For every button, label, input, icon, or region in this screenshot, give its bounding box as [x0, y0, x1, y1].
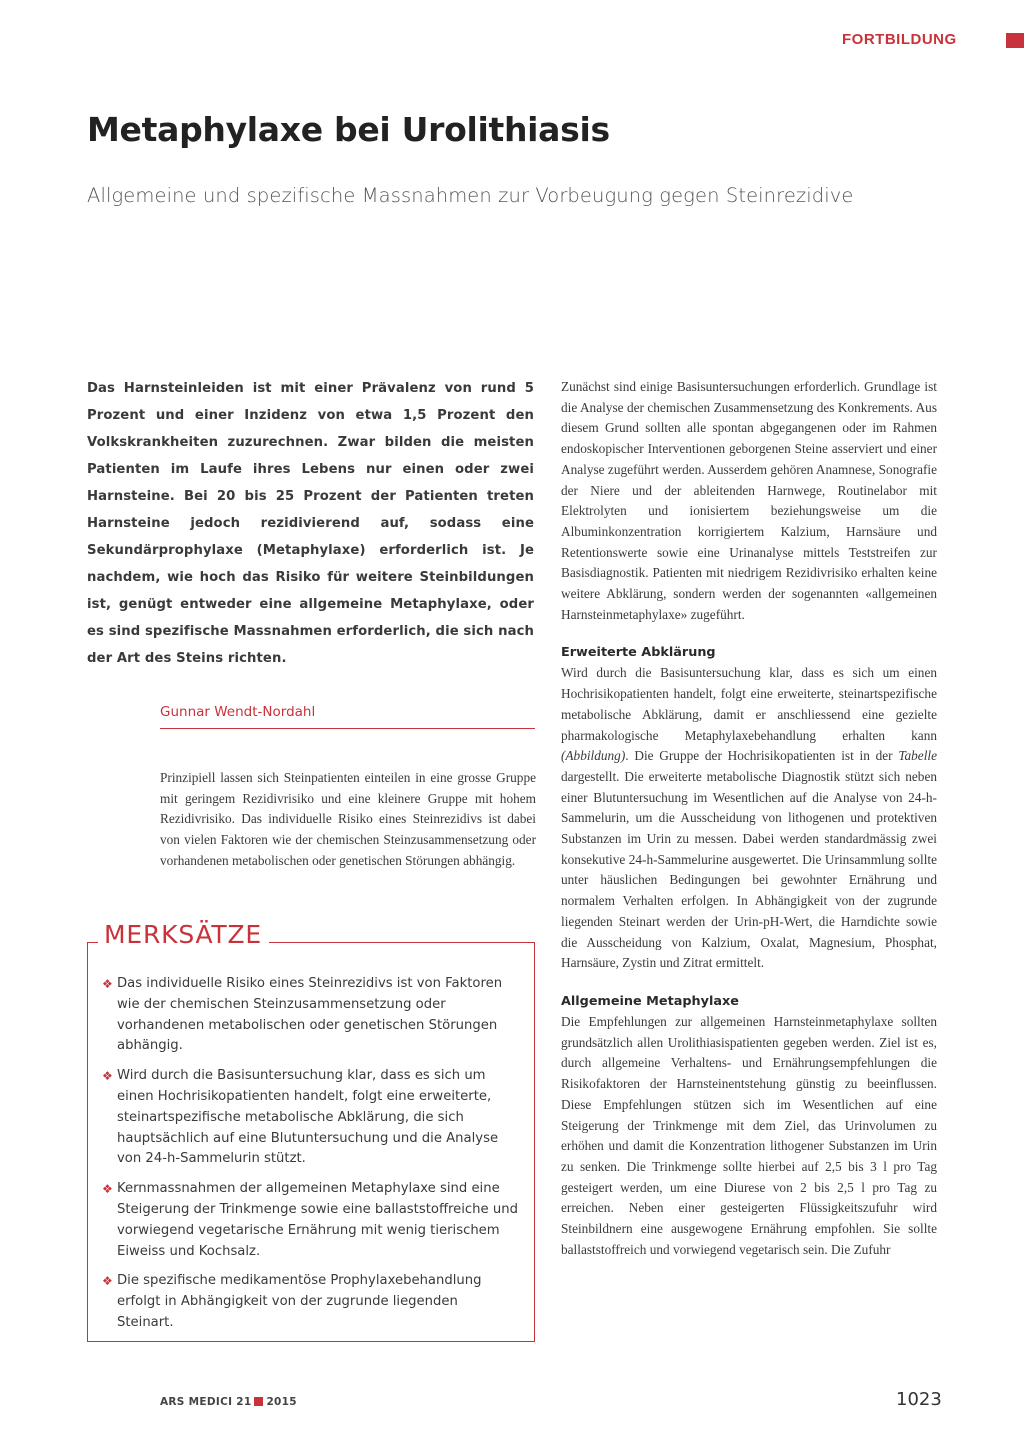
merksatz-text: Kernmassnahmen der allgemeinen Metaphylaxe sind eine Steigerung der Trinkmenge sowie eine ballaststoffreiche und vorwiegend vegetarische Ernährung mit wenig tierischem Eiweiss und Kochsalz. — [117, 1181, 518, 1259]
merksatz-text: Das individuelle Risiko eines Steinrezidivs ist von Faktoren wie der chemischen Steinzusammensetzung oder vorhandenen metabolischen oder genetischen Störungen abhängig. — [117, 976, 503, 1054]
footer-marker — [254, 1397, 263, 1406]
article-lead: Das Harnsteinleiden ist mit einer Prävalenz von rund 5 Prozent und einer Inzidenz von etwa 1,5 Prozent den Volkskrankheiten zuzurechnen. Zwar bilden die meisten Patienten im Laufe ihres Lebens nur einen oder zwei Harnsteine. Bei 20 bis 25 Prozent der Patienten treten Harnsteine jedoch rezidivierend auf, sodass eine Sekundärprophylaxe (Metaphylaxe) erforderlich ist. Je nachdem, wie hoch das Risiko für weitere Steinbildungen ist, genügt entweder eine allgemeine Metaphylaxe, oder es sind spezifische Massnahmen erforderlich, die sich nach der Art des Steins richten. — [87, 381, 534, 666]
body-text: Wird durch die Basisuntersuchung klar, dass es sich um einen Hochrisikopatienten handelt, folgt eine erweiterte, steinartspezifische metabolische Abklärung, damit er anschliessend eine gezielte pharmakologische Metaphylaxebehandlung erhalten kann — [561, 665, 937, 743]
body-paragraph: Die Empfehlungen zur allgemeinen Harnsteinmetaphylaxe sollten grundsätzlich allen Urolithiasispatienten gegeben werden. Ziel ist es, durch allgemeine Verhaltens- und Ernährungsempfehlungen die Risikofaktoren der Harnsteinentstehung günstig zu beeinflussen. Diese Empfehlungen stützen sich im Wesentlichen auf eine Steigerung der Trinkmenge mit dem Ziel, das Urinvolumen zu erhöhen und damit die Konzentration lithogener Substanzen im Urin zu senken. Die Trinkmenge sollte hierbei auf 2,5 bis 3 l pro Tag gesteigert werden, um eine Diurese von 2 bis 2,5 l pro Tag zu erreichen. Neben einer gesteigerten Flüssigkeitszufuhr wird Steinbildnern eine ausgewogene Ernährung empfohlen. Sie sollte ballaststoffreich und vorwiegend vegetarisch sein. Die Zufuhr — [561, 1013, 937, 1257]
journal-year: 2015 — [266, 1396, 297, 1408]
merksaetze-box-top-rule-right — [269, 942, 535, 943]
section-label: FORTBILDUNG — [842, 31, 957, 48]
merksaetze-box-top-rule-left — [87, 942, 98, 943]
merksatz-item — [102, 1271, 518, 1333]
merksatz-item — [102, 1066, 518, 1170]
subheading-allgemeine-metaphylaxe: Allgemeine Metaphylaxe — [561, 993, 739, 1009]
merksaetze-list — [102, 974, 518, 1343]
table-reference: Tabelle — [898, 748, 937, 764]
merksatz-text: Die spezifische medikamentöse Prophylaxebehandlung erfolgt in Abhängigkeit von der zugrunde liegenden Steinart. — [117, 1273, 482, 1330]
page-number: 1023 — [896, 1389, 942, 1410]
subheading-erweiterte-abklaerung: Erweiterte Abklärung — [561, 645, 716, 661]
author-divider — [160, 728, 535, 729]
intro-paragraph: Prinzipiell lassen sich Steinpatienten einteilen in eine grosse Gruppe mit geringem Rezidivrisiko und eine kleinere Gruppe mit hohem Rezidivrisiko. Das individuelle Risiko eines Steinrezidivs ist dabei von vielen Faktoren wie der chemischen Steinzusammensetzung oder vorhandenen metabolischen oder genetischen Störungen abhängig. — [160, 770, 536, 868]
merksaetze-heading: MERKSÄTZE — [104, 920, 263, 949]
footer-journal — [160, 1396, 297, 1408]
author-name: Gunnar Wendt-Nordahl — [160, 704, 316, 720]
merksatz-text: Wird durch die Basisuntersuchung klar, dass es sich um einen Hochrisikopatienten handelt, folgt eine erweiterte, steinartspezifische metabolische Abklärung, die sich hauptsächlich auf eine Blutuntersuchung und die Analyse von 24-h-Sammelurin stützt. — [117, 1068, 499, 1167]
diamond-bullet-icon: ❖ — [102, 1182, 113, 1197]
diamond-bullet-icon: ❖ — [102, 977, 113, 991]
section-marker — [1006, 33, 1024, 48]
merksatz-item — [102, 1179, 518, 1262]
article-subtitle: Allgemeine und spezifische Massnahmen zur Vorbeugung gegen Steinrezidive — [87, 184, 854, 207]
body-paragraph — [561, 663, 937, 974]
body-paragraph: Zunächst sind einige Basisuntersuchungen erforderlich. Grundlage ist die Analyse der chemischen Zusammensetzung des Konkrements. Aus diesem Grund sollten alle spontan abgegangenen oder im Rahmen endoskopischer Interventionen geborgenen Steine asserviert und einer Analyse zugeführt werden. Ausserdem gehören Anamnese, Sonografie der Niere und der ableitenden Harnwege, Routinelabor mit Elektrolyten und ionisiertem beziehungsweise um die Albuminkonzentration korrigiertem Kalzium, Harnsäure und Retentionswerte sowie eine Urinanalyse mittels Teststreifen zur Basisdiagnostik. Patienten mit niedrigem Rezidivrisiko erhalten keine weitere Abklärung, sondern werden der sogenannten «allgemeinen Harnsteinmetaphylaxe» zugeführt. — [561, 379, 937, 622]
body-text: . Die Gruppe der Hochrisikopatienten ist in der — [625, 748, 899, 764]
body-text: dargestellt. Die erweiterte metabolische Diagnostik stützt sich neben einer Blutuntersuchung im Wesentlichen auf die Analyse von 24-h-Sammelurin, um die Ausscheidung von lithogenen und protektiven Substanzen im Urin zu messen. Dabei werden standardmässig zwei konsekutive 24-h-Sammelurine ausgewertet. Die Urinsammlung sollte unter häuslichen Bedingungen bei gewohnter Ernährung und normalem Verhalten erfolgen. In Abhängigkeit von der zugrunde liegenden Steinart werden der Urin-pH-Wert, die Harndichte sowie die Ausscheidung von Kalzium, Oxalat, Magnesium, Phosphat, Harnsäure, Zystin und Zitrat ermittelt. — [561, 768, 937, 971]
journal-name: ARS MEDICI 21 — [160, 1396, 252, 1408]
right-column — [561, 377, 937, 1260]
figure-reference: (Abbildung) — [561, 748, 626, 764]
merksatz-item — [102, 974, 518, 1057]
diamond-bullet-icon: ❖ — [102, 1069, 113, 1084]
diamond-bullet-icon: ❖ — [102, 1274, 113, 1289]
article-title: Metaphylaxe bei Urolithiasis — [87, 110, 610, 149]
